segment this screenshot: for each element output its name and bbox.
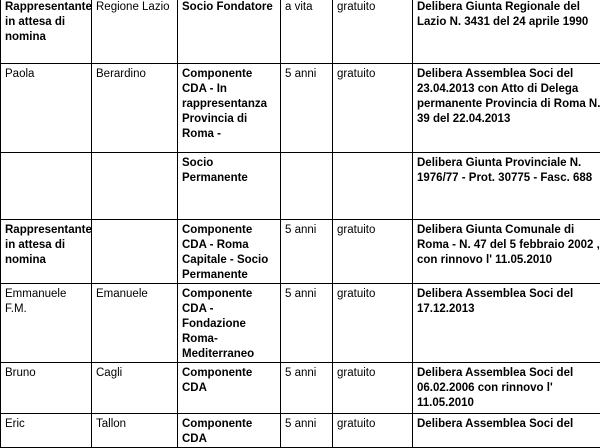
cell-cognome bbox=[92, 220, 178, 284]
cell-nome bbox=[1, 153, 92, 220]
cell-cognome: Berardino bbox=[92, 64, 178, 153]
cell-durata: 5 anni bbox=[281, 220, 333, 284]
cell-nome: Bruno bbox=[1, 363, 92, 414]
cell-ruolo: Socio Fondatore bbox=[178, 0, 281, 64]
cell-ruolo: Socio Permanente bbox=[178, 153, 281, 220]
cell-durata: a vita bbox=[281, 0, 333, 64]
table-row bbox=[1, 64, 600, 153]
cell-atto: Delibera Giunta Provinciale N. 1976/77 - Prot. 30775 - Fasc. 688 bbox=[413, 153, 600, 220]
cell-atto: Delibera Assemblea Soci del bbox=[413, 414, 600, 448]
cell-atto: Delibera Assemblea Soci del 06.02.2006 con rinnovo l' 11.05.2010 bbox=[413, 363, 600, 414]
cell-cognome bbox=[92, 153, 178, 220]
cell-atto: Delibera Giunta Comunale di Roma - N. 47 del 5 febbraio 2002 , con rinnovo l' 11.05.2010 bbox=[413, 220, 600, 284]
cell-ruolo: Componente CDA bbox=[178, 414, 281, 448]
cell-compenso: gratuito bbox=[333, 0, 413, 64]
cell-atto: Delibera Assemblea Soci del 23.04.2013 con Atto di Delega permanente Provincia di Roma N. 39 del 22.04.2013 bbox=[413, 64, 600, 153]
cell-compenso: gratuito bbox=[333, 64, 413, 153]
cell-ruolo: Componente CDA bbox=[178, 363, 281, 414]
table-row bbox=[1, 414, 600, 448]
cell-atto: Delibera Assemblea Soci del 17.12.2013 bbox=[413, 284, 600, 363]
cell-atto: Delibera Giunta Regionale del Lazio N. 3431 del 24 aprile 1990 bbox=[413, 0, 600, 64]
cell-compenso: gratuito bbox=[333, 363, 413, 414]
table-row bbox=[1, 153, 600, 220]
cell-nome: Eric bbox=[1, 414, 92, 448]
cell-durata: 5 anni bbox=[281, 414, 333, 448]
table-row bbox=[1, 220, 600, 284]
cell-compenso: gratuito bbox=[333, 220, 413, 284]
cell-nome: Emmanuele F.M. bbox=[1, 284, 92, 363]
cell-ruolo: Componente CDA - In rappresentanza Provincia di Roma - bbox=[178, 64, 281, 153]
cell-ruolo: Componente CDA - Roma Capitale - Socio Permanente bbox=[178, 220, 281, 284]
cell-cognome: Cagli bbox=[92, 363, 178, 414]
cell-cognome: Emanuele bbox=[92, 284, 178, 363]
cell-durata: 5 anni bbox=[281, 284, 333, 363]
cell-compenso: gratuito bbox=[333, 284, 413, 363]
cell-ruolo: Componente CDA - Fondazione Roma-Mediterraneo bbox=[178, 284, 281, 363]
cell-cognome: Tallon bbox=[92, 414, 178, 448]
cell-nome: Rappresentante in attesa di nomina bbox=[1, 0, 92, 64]
cell-nome: Paola bbox=[1, 64, 92, 153]
cell-durata bbox=[281, 153, 333, 220]
cell-compenso bbox=[333, 153, 413, 220]
table-row bbox=[1, 284, 600, 363]
table-row bbox=[1, 0, 600, 64]
cell-cognome: Regione Lazio bbox=[92, 0, 178, 64]
cell-compenso: gratuito bbox=[333, 414, 413, 448]
cell-durata: 5 anni bbox=[281, 363, 333, 414]
table-row bbox=[1, 363, 600, 414]
cell-nome: Rappresentante in attesa di nomina bbox=[1, 220, 92, 284]
cell-durata: 5 anni bbox=[281, 64, 333, 153]
